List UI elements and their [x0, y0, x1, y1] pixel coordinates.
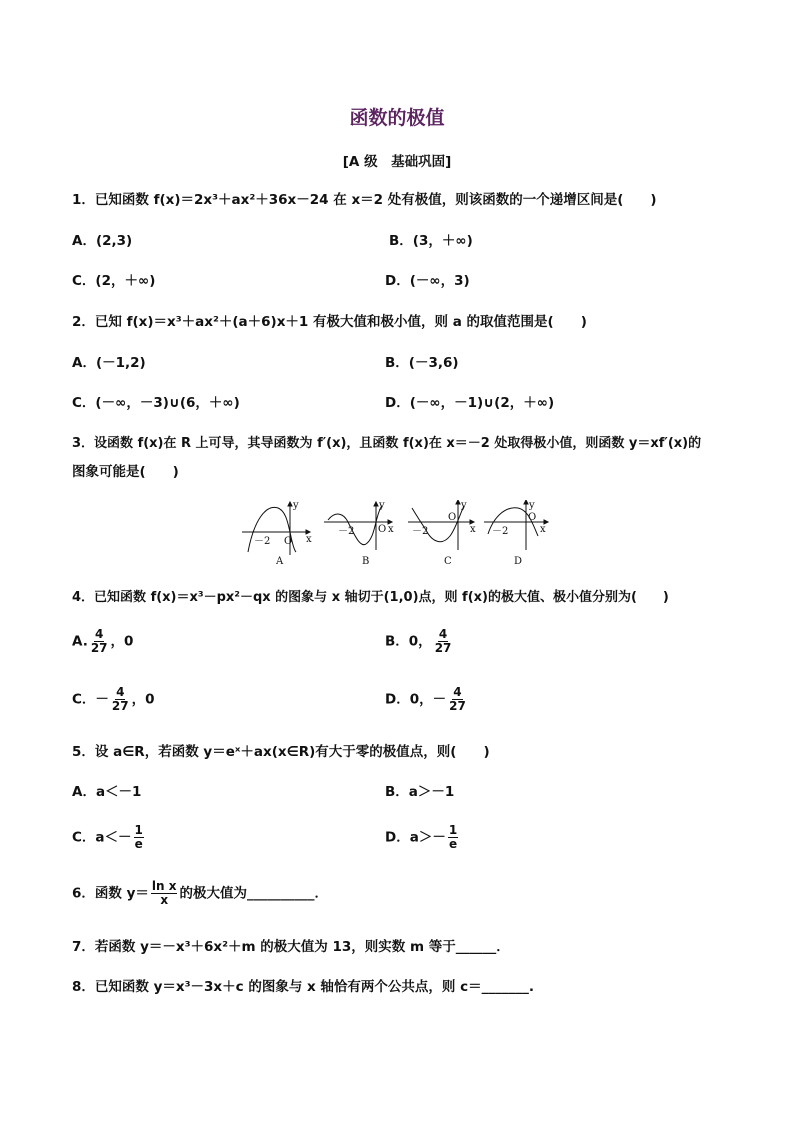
graph-c-caption: C — [444, 556, 452, 567]
page-title: 函数的极值 — [349, 107, 445, 129]
question-2-stem: 2．已知 f(x)＝x³＋ax²＋(a＋6)x＋1 有极大值和极小值，则 a 的取值范围是( ) — [72, 314, 587, 330]
graph-a-y-label: y — [293, 500, 299, 511]
fraction-denominator: 27 — [434, 641, 452, 655]
option-prefix: A. — [72, 633, 88, 650]
fraction-denominator: e — [448, 837, 458, 851]
question-4-option-d[interactable] — [385, 686, 469, 713]
fraction-numerator: 1 — [448, 823, 458, 837]
option-prefix: C．a＜－ — [72, 829, 132, 846]
question-8-stem: 8．已知函数 y＝x³－3x＋c 的图象与 x 轴恰有两个公共点，则 c＝_______. — [72, 979, 535, 995]
question-6-prefix: 6．函数 y＝ — [72, 885, 149, 902]
section-subtitle: [A 级 基础巩固] — [342, 154, 452, 170]
graph-b-caption: B — [362, 556, 370, 567]
fraction-denominator: 27 — [90, 641, 108, 655]
question-5-option-c[interactable] — [72, 824, 146, 851]
question-4-option-c[interactable] — [72, 686, 155, 713]
graph-b-y-label: y — [379, 500, 385, 511]
fraction — [448, 824, 458, 851]
option-prefix: D．a＞－ — [385, 829, 446, 846]
fraction-denominator: e — [134, 837, 143, 851]
fraction-numerator: 4 — [95, 627, 104, 641]
question-1-option-c[interactable]: C．(2，＋∞) — [72, 273, 156, 289]
graph-c-x-label: x — [470, 524, 476, 535]
question-7-stem: 7．若函数 y＝－x³＋6x²＋m 的极大值为 13，则实数 m 等于______． — [72, 939, 510, 955]
question-4-stem: 4．已知函数 f(x)＝x³－px²－qx 的图象与 x 轴切于(1,0)点，则 f(x)的极大值、极小值分别为( ) — [72, 590, 669, 605]
fraction-numerator: ln x — [151, 879, 177, 893]
question-5-option-b[interactable]: B．a＞－1 — [385, 784, 455, 800]
graph-c-origin: O — [448, 512, 457, 523]
option-suffix: ，0 — [110, 633, 134, 650]
question-5-stem: 5．设 a∈R，若函数 y＝eˣ＋ax(x∈R)有大于零的极值点，则( ) — [72, 744, 490, 760]
question-3-graph-options — [240, 500, 550, 568]
graph-b-origin: O — [378, 524, 387, 535]
question-3-stem-line1: 3．设函数 f(x)在 R 上可导，其导函数为 f′(x)，且函数 f(x)在 x＝－2 处取得极小值，则函数 y＝xf′(x)的 — [72, 436, 702, 451]
fraction — [448, 686, 467, 713]
question-6-stem — [72, 880, 328, 907]
fraction — [111, 686, 130, 713]
fraction — [434, 628, 453, 655]
graph-b-tick: －2 — [338, 526, 355, 537]
question-1-stem: 1．已知函数 f(x)＝2x³＋ax²＋36x－24 在 x＝2 处有极值，则该函数的一个递增区间是( ) — [72, 192, 657, 208]
graph-a-x-label: x — [306, 534, 312, 545]
question-1-option-d[interactable]: D．(－∞，3) — [385, 273, 470, 289]
question-1-option-b[interactable]: B．(3，＋∞) — [389, 233, 473, 249]
option-prefix: B．0， — [385, 633, 432, 650]
fraction-denominator: x — [160, 893, 169, 907]
graph-d-x-label: x — [540, 524, 546, 535]
fraction — [151, 880, 178, 907]
fraction-numerator: 4 — [116, 685, 125, 699]
question-1-option-a[interactable]: A．(2,3) — [72, 233, 133, 249]
question-2-option-b[interactable]: B．(－3,6) — [385, 355, 459, 371]
question-2-option-c[interactable]: C．(－∞，－3)∪(6，＋∞) — [72, 395, 240, 411]
option-prefix: C．－ — [72, 691, 109, 708]
question-5-option-a[interactable]: A．a＜－1 — [72, 784, 142, 800]
fraction-denominator: 27 — [111, 699, 129, 713]
graph-b-x-label: x — [388, 524, 394, 535]
graph-d[interactable] — [484, 500, 548, 550]
graph-a-origin: O — [284, 536, 293, 547]
graph-d-caption: D — [514, 556, 523, 567]
option-suffix: ，0 — [131, 691, 155, 708]
graph-c-y-label: y — [461, 500, 467, 511]
fraction-numerator: 1 — [134, 823, 143, 837]
fraction — [134, 824, 144, 851]
graph-c-tick: －2 — [412, 526, 429, 537]
graph-a-tick: －2 — [254, 536, 271, 547]
graph-d-origin: O — [528, 512, 537, 523]
option-prefix: D．0，－ — [385, 691, 447, 708]
question-2-option-d[interactable]: D．(－∞，－1)∪(2，＋∞) — [385, 395, 555, 411]
graph-a-caption: A — [276, 556, 284, 567]
question-4-option-b[interactable] — [385, 628, 454, 655]
graph-d-tick: －2 — [492, 526, 509, 537]
question-4-option-a[interactable] — [72, 628, 133, 655]
question-6-suffix: 的极大值为__________． — [179, 885, 328, 902]
fraction-numerator: 4 — [438, 627, 448, 641]
fraction-numerator: 4 — [453, 685, 462, 699]
question-2-option-a[interactable]: A．(－1,2) — [72, 355, 146, 371]
question-3-stem-line2: 图象可能是( ) — [72, 464, 179, 480]
fraction-denominator: 27 — [449, 699, 466, 713]
graph-a[interactable] — [242, 502, 310, 555]
graph-d-y-label: y — [529, 500, 535, 511]
fraction — [90, 628, 109, 655]
question-5-option-d[interactable] — [385, 824, 460, 851]
